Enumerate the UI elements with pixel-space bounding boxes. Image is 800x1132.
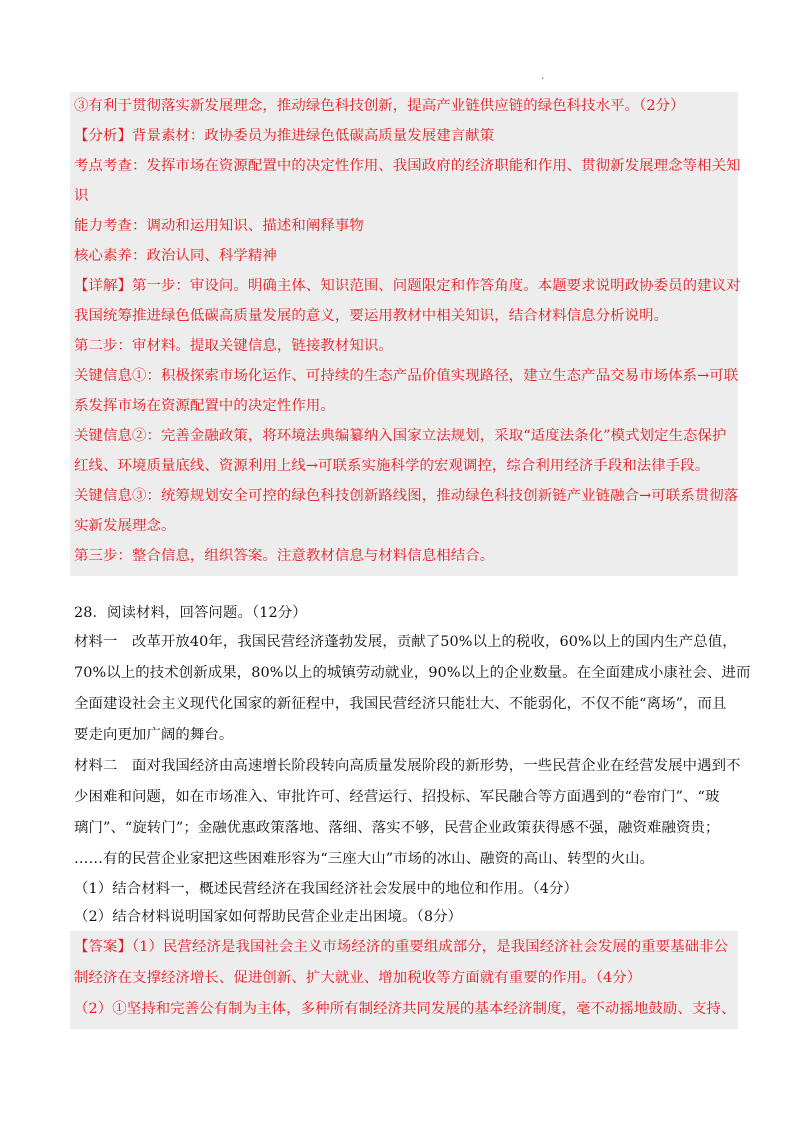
detail-line: 系发挥市场在资源配置中的决定性作用。 (74, 398, 335, 414)
material-line: ……有的民营企业家把这些困难形容为“三座大山”市场的冰山、融资的高山、转型的火山。 (74, 851, 655, 867)
analysis-line: 【分析】背景素材：政协委员为推进绿色低碳高质量发展建言献策 (74, 128, 495, 144)
detail-line: 实新发展理念。 (74, 518, 176, 534)
sub-question: （2）结合材料说明国家如何帮助民营企业走出困境。（8分） (74, 909, 463, 925)
answer-line: 制经济在支撑经济增长、促进创新、扩大就业、增加税收等方面就有重要的作用。（4分） (74, 970, 642, 986)
detail-line: 【详解】第一步：审设问。明确主体、知识范围、问题限定和作答角度。本题要求说明政协委员的建议对 (74, 278, 741, 294)
detail-line: 我国统筹推进绿色低碳高质量发展的意义，要运用教材中相关知识，结合材料信息分析说明。 (74, 308, 669, 324)
material-line: 要走向更加广阔的舞台。 (74, 727, 234, 743)
answer-line: ③有利于贯彻落实新发展理念，推动绿色科技创新，提高产业链供应链的绿色科技水平。（2分） (74, 98, 685, 114)
material-line: 70%以上的技术创新成果，80%以上的城镇劳动就业，90%以上的企业数量。在全面建成小康社会、进而 (74, 665, 751, 681)
detail-line: 第二步：审材料。提取关键信息，链接教材知识。 (74, 338, 393, 354)
material-line: 材料二 面对我国经济由高速增长阶段转向高质量发展阶段的新形势，一些民营企业在经营发展中遇到不 (74, 758, 741, 774)
sub-question: （1）结合材料一，概述民营经济在我国经济社会发展中的地位和作用。（4分） (74, 881, 578, 897)
answer-line: 【答案】（1）民营经济是我国社会主义市场经济的重要组成部分，是我国经济社会发展的重要基础非公 (74, 939, 729, 955)
analysis-line: 核心素养：政治认同、科学精神 (74, 248, 277, 264)
answer-line: （2）①坚持和完善公有制为主体，多种所有制经济共同发展的基本经济制度，毫不动摇地鼓励、支持、 (74, 1001, 736, 1017)
material-line: 材料一 改革开放40年，我国民营经济蓬勃发展，贡献了50%以上的税收，60%以上的国内生产总值， (74, 634, 737, 650)
question-title: 28．阅读材料，回答问题。（12分） (74, 605, 307, 621)
material-line: 璃门”、“旋转门”；金融优惠政策落地、落细、落实不够，民营企业政策获得感不强，融资难融资贵； (74, 820, 720, 836)
detail-line: 第三步：整合信息，组织答案。注意教材信息与材料信息相结合。 (74, 548, 495, 564)
analysis-line: 识 (74, 188, 89, 204)
analysis-line: 能力考查：调动和运用知识、描述和阐释事物 (74, 218, 364, 234)
detail-line: 关键信息③：统筹规划安全可控的绿色科技创新路线图，推动绿色科技创新链产业链融合→可联系贯彻落 (74, 488, 739, 504)
detail-line: 关键信息①：积极探索市场化运作、可持续的生态产品价值实现路径，建立生态产品交易市场体系→可联 (74, 368, 739, 384)
detail-line: 关键信息②：完善金融政策，将环境法典编纂纳入国家立法规划，采取“适度法条化”模式划定生态保护 (74, 428, 727, 444)
material-line: 少困难和问题，如在市场准入、审批许可、经营运行、招投标、军民融合等方面遇到的“卷帘门”、“玻 (74, 789, 720, 805)
header-dot: · (541, 74, 545, 85)
analysis-line: 考点考查：发挥市场在资源配置中的决定性作用、我国政府的经济职能和作用、贯彻新发展理念等相关知 (74, 158, 741, 174)
material-line: 全面建设社会主义现代化国家的新征程中，我国民营经济只能壮大、不能弱化，不仅不能“离场”，而且 (74, 696, 727, 712)
detail-line: 红线、环境质量底线、资源利用上线→可联系实施科学的宏观调控，综合利用经济手段和法律手段。 (74, 458, 710, 474)
